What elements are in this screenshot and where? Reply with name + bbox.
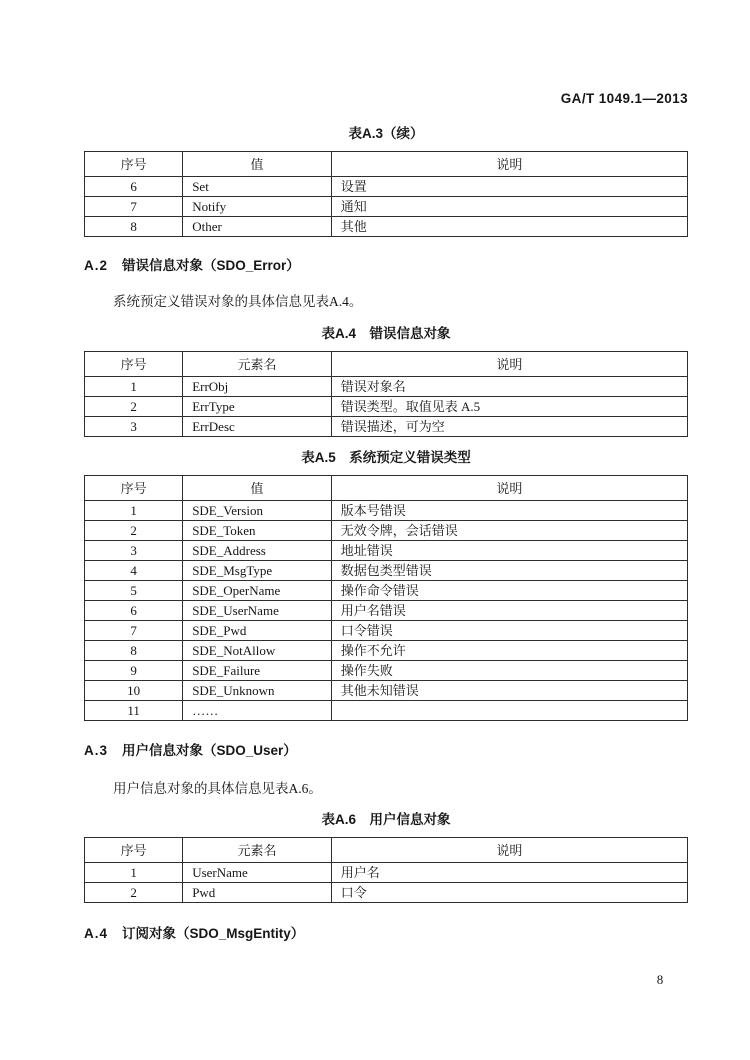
table-cell: 11 <box>85 701 183 721</box>
table-a6-caption: 表A.6 用户信息对象 <box>321 812 451 827</box>
column-header: 说明 <box>331 152 687 177</box>
table-cell: 口令 <box>331 883 687 903</box>
column-header: 序号 <box>85 352 183 377</box>
table-cell: 6 <box>85 177 183 197</box>
column-header: 序号 <box>85 476 183 501</box>
table-cell: 9 <box>85 661 183 681</box>
column-header: 值 <box>183 476 332 501</box>
table-cell: ErrType <box>183 397 332 417</box>
table-cell: 7 <box>85 621 183 641</box>
column-header: 说明 <box>331 352 687 377</box>
table-cell: UserName <box>183 863 332 883</box>
table-cell: 5 <box>85 581 183 601</box>
table-row <box>85 641 688 661</box>
table-a4-caption: 表A.4 错误信息对象 <box>321 326 451 341</box>
table-cell: Notify <box>183 197 332 217</box>
doc-number: GA/T 1049.1—2013 <box>560 91 688 106</box>
table-row <box>85 541 688 561</box>
table-cell: 8 <box>85 217 183 237</box>
column-header: 序号 <box>85 152 183 177</box>
table-cell: ErrDesc <box>183 417 332 437</box>
table-cell <box>331 701 687 721</box>
table-row <box>85 501 688 521</box>
table-cell: Pwd <box>183 883 332 903</box>
table-cell: SDE_Failure <box>183 661 332 681</box>
table-cell: 2 <box>85 883 183 903</box>
table-row <box>85 581 688 601</box>
section-a3-number: A.3 <box>84 743 109 758</box>
table-cell: 3 <box>85 417 183 437</box>
table-row <box>85 397 688 417</box>
table-header-row <box>85 838 688 863</box>
table-cell: 其他 <box>331 217 687 237</box>
table-cell: 用户名错误 <box>331 601 687 621</box>
table-row <box>85 197 688 217</box>
table-header-row <box>85 476 688 501</box>
table-cell: 错误类型。取值见表 A.5 <box>331 397 687 417</box>
page-content <box>84 0 688 942</box>
table-row <box>85 601 688 621</box>
table-row <box>85 521 688 541</box>
section-a3-title: 用户信息对象（SDO_User） <box>122 743 297 758</box>
table-cell: 7 <box>85 197 183 217</box>
section-a2-title: 错误信息对象（SDO_Error） <box>122 258 300 273</box>
table-cell: 通知 <box>331 197 687 217</box>
table-cell: SDE_Pwd <box>183 621 332 641</box>
table-cell: SDE_NotAllow <box>183 641 332 661</box>
table-cell: Other <box>183 217 332 237</box>
table-cell: 口令错误 <box>331 621 687 641</box>
page-number: 8 <box>656 972 664 987</box>
column-header: 元素名 <box>183 838 332 863</box>
table-row <box>85 621 688 641</box>
table-header-row <box>85 152 688 177</box>
table-row <box>85 701 688 721</box>
table-cell: 操作不允许 <box>331 641 687 661</box>
section-a3-heading <box>84 743 688 759</box>
table-row <box>85 883 688 903</box>
table-row <box>85 417 688 437</box>
table-a3 <box>84 151 688 237</box>
table-cell: Set <box>183 177 332 197</box>
section-a4-number: A.4 <box>84 926 109 941</box>
table-row <box>85 217 688 237</box>
table-cell: 操作命令错误 <box>331 581 687 601</box>
table-cell: SDE_UserName <box>183 601 332 621</box>
table-row <box>85 177 688 197</box>
column-header: 说明 <box>331 476 687 501</box>
table-row <box>85 681 688 701</box>
column-header: 值 <box>183 152 332 177</box>
section-a2-paragraph: 系统预定义错误对象的具体信息见表A.4。 <box>113 294 363 309</box>
table-row <box>85 661 688 681</box>
table-cell: 地址错误 <box>331 541 687 561</box>
table-a5-caption: 表A.5 系统预定义错误类型 <box>301 450 471 465</box>
table-row <box>85 377 688 397</box>
table-cell: 版本号错误 <box>331 501 687 521</box>
table-a5 <box>84 475 688 721</box>
table-a4 <box>84 351 688 437</box>
table-cell: 错误描述，可为空 <box>331 417 687 437</box>
table-cell: 4 <box>85 561 183 581</box>
section-a2-number: A.2 <box>84 258 109 273</box>
table-cell: SDE_Token <box>183 521 332 541</box>
table-cell: 10 <box>85 681 183 701</box>
table-cell: SDE_OperName <box>183 581 332 601</box>
table-cell: 1 <box>85 377 183 397</box>
table-cell: SDE_MsgType <box>183 561 332 581</box>
table-cell: 其他未知错误 <box>331 681 687 701</box>
table-cell: SDE_Address <box>183 541 332 561</box>
table-cell: 错误对象名 <box>331 377 687 397</box>
table-cell: 3 <box>85 541 183 561</box>
section-a3-paragraph: 用户信息对象的具体信息见表A.6。 <box>113 781 322 796</box>
table-cell: SDE_Version <box>183 501 332 521</box>
table-row <box>85 863 688 883</box>
table-cell: 6 <box>85 601 183 621</box>
table-cell: 2 <box>85 397 183 417</box>
column-header: 元素名 <box>183 352 332 377</box>
table-cell: ErrObj <box>183 377 332 397</box>
table-cell: 用户名 <box>331 863 687 883</box>
table-row <box>85 561 688 581</box>
table-cell: SDE_Unknown <box>183 681 332 701</box>
column-header: 序号 <box>85 838 183 863</box>
section-a2-heading <box>84 258 688 274</box>
table-cell: 设置 <box>331 177 687 197</box>
table-header-row <box>85 352 688 377</box>
table-cell: 无效令牌，会话错误 <box>331 521 687 541</box>
table-cell: 2 <box>85 521 183 541</box>
table-a6 <box>84 837 688 903</box>
section-a4-heading <box>84 926 688 942</box>
table-cell: 1 <box>85 863 183 883</box>
table-cell: 操作失败 <box>331 661 687 681</box>
table-a3-caption: 表A.3（续） <box>348 126 424 141</box>
table-cell: 8 <box>85 641 183 661</box>
table-cell: 数据包类型错误 <box>331 561 687 581</box>
table-cell: 1 <box>85 501 183 521</box>
section-a4-title: 订阅对象（SDO_MsgEntity） <box>122 926 305 941</box>
table-cell: …… <box>183 701 332 721</box>
column-header: 说明 <box>331 838 687 863</box>
